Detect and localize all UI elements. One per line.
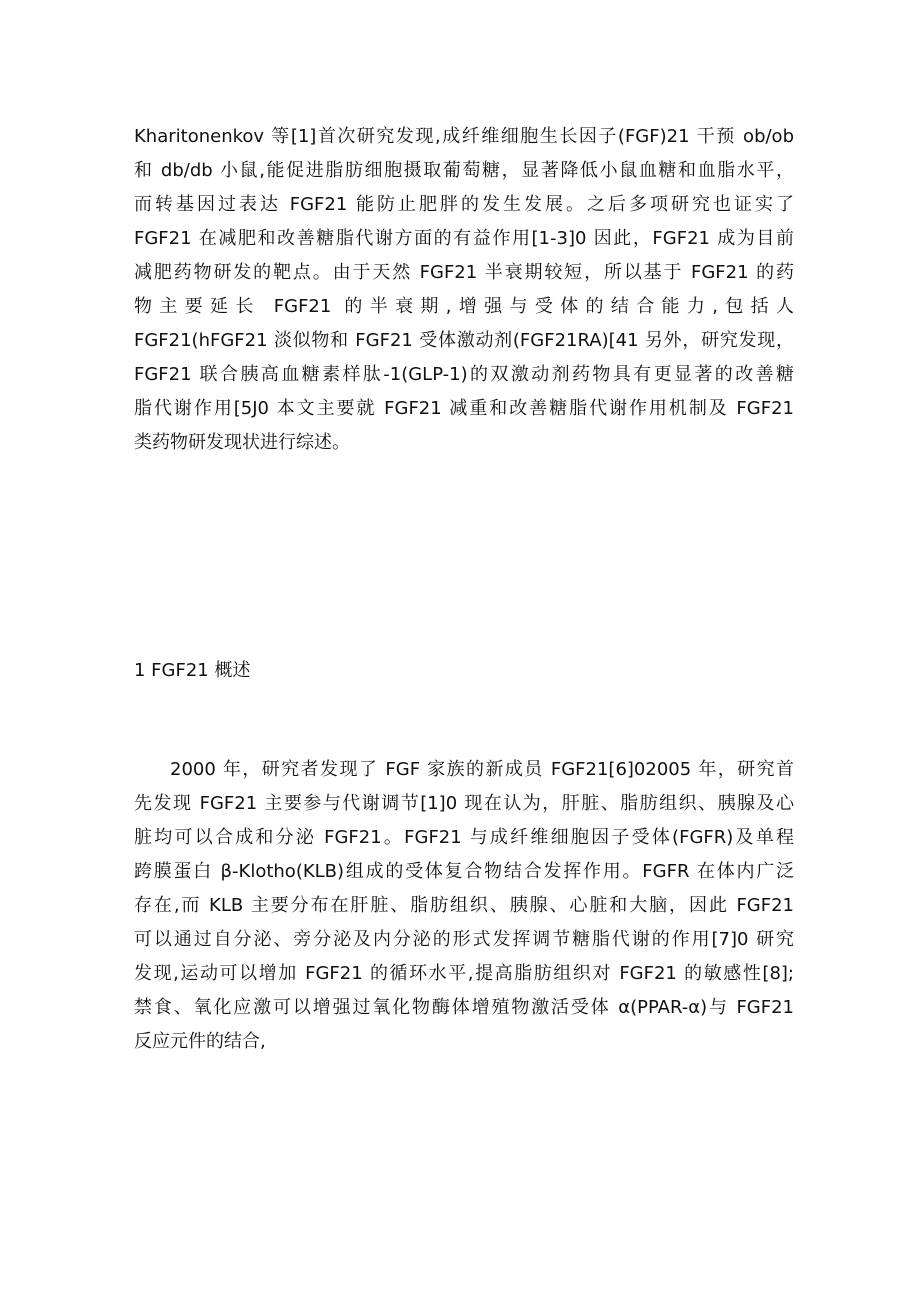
text-line: Kharitonenkov 等[1]首次研究发现,成纤维细胞生长因子(FGF)21 干预 ob/ob [134,126,794,147]
text-line: 脏均可以合成和分泌 FGF21。FGF21 与成纤维细胞因子受体(FGFR)及单程 [134,827,794,848]
text-line: FGF21(hFGF21 淡似物和 FGF21 受体激动剂(FGF21RA)[41 另外，研究发现， [134,330,794,351]
text-line: 类药物研发现状进行综述。 [134,432,350,453]
text-line: 减肥药物研发的靶点。由于天然 FGF21 半衰期较短，所以基于 FGF21 的药 [134,262,794,283]
overview-paragraph [134,753,794,1059]
text-line: 物主要延长 FGF21 的半衰期,增强与受体的结合能力,包括人 [134,296,794,317]
text-line: 存在,而 KLB 主要分布在肝脏、脂肪组织、胰腺、心脏和大脑，因此 FGF21 [134,895,794,916]
text-line: 和 db/db 小鼠,能促进脂肪细胞摄取葡萄糖，显著降低小鼠血糖和血脂水平， [134,160,794,181]
text-line: 反应元件的结合, [134,1031,266,1052]
text-line: 可以通过自分泌、旁分泌及内分泌的形式发挥调节糖脂代谢的作用[7]0 研究 [134,929,794,950]
intro-paragraph [134,120,794,460]
text-line: 发现,运动可以增加 FGF21 的循环水平,提高脂肪组织对 FGF21 的敏感性[8]; [134,963,794,984]
section-heading: 1 FGF21 概述 [134,660,251,681]
text-line: 而转基因过表达 FGF21 能防止肥胖的发生发展。之后多项研究也证实了 [134,194,794,215]
text-line: 2000 年，研究者发现了 FGF 家族的新成员 FGF21[6]02005 年，研究首 [170,759,794,780]
text-line: 禁食、氧化应激可以增强过氧化物酶体增殖物激活受体 α(PPAR-α)与 FGF21 [134,997,794,1018]
text-line: 脂代谢作用[5J0 本文主要就 FGF21 减重和改善糖脂代谢作用机制及 FGF21 [134,398,794,419]
text-line: 先发现 FGF21 主要参与代谢调节[1]0 现在认为，肝脏、脂肪组织、胰腺及心 [134,793,794,814]
text-line: FGF21 在减肥和改善糖脂代谢方面的有益作用[1-3]0 因此，FGF21 成为目前 [134,228,794,249]
text-line: FGF21 联合胰高血糖素样肽-1(GLP-1)的双激动剂药物具有更显著的改善糖 [134,364,794,385]
text-line: 跨膜蛋白 β-Klotho(KLB)组成的受体复合物结合发挥作用。FGFR 在体内广泛 [134,861,794,882]
